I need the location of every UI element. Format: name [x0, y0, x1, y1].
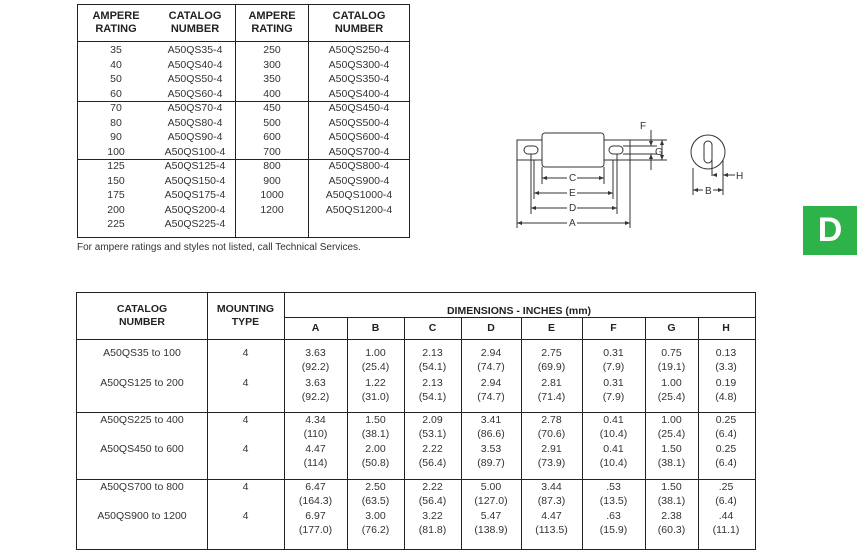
- dim-mm-value: (54.1): [418, 361, 447, 373]
- ampere-rating-cell: 300: [263, 58, 281, 71]
- header-dim-f: F: [610, 322, 617, 334]
- catalog-range-cell: A50QS700 to 800: [100, 481, 184, 493]
- dim-label-h: H: [736, 171, 744, 182]
- dim-mm-value: (15.9): [599, 524, 628, 536]
- dim-inch-value: 3.53: [480, 443, 502, 455]
- ampere-rating-cell: 600: [263, 131, 281, 143]
- dim-mm-value: (164.3): [298, 495, 333, 507]
- dim-mm-value: (31.0): [361, 391, 390, 403]
- dim-mm-value: (177.0): [298, 524, 333, 536]
- header-dim-d: D: [487, 322, 495, 334]
- catalog-range-cell: A50QS125 to 200: [100, 377, 184, 389]
- dim-inch-value: 5.47: [480, 510, 502, 522]
- ampere-rating-cell: 90: [110, 131, 122, 143]
- dim-inch-value: 4.47: [305, 443, 326, 455]
- ampere-table-row: [78, 72, 409, 87]
- ampere-table-row: [78, 174, 409, 189]
- header-ampere-rating-1: AMPERE RATING: [92, 10, 140, 35]
- ampere-table-header: [78, 5, 409, 42]
- header-dim-e: E: [547, 322, 555, 334]
- dim-mm-value: (50.8): [361, 457, 390, 469]
- ampere-rating-cell: 900: [263, 174, 281, 187]
- catalog-number-cell: A50QS60-4: [167, 87, 223, 100]
- header-dim-c: C: [428, 322, 437, 334]
- dim-mm-value: (38.1): [657, 457, 686, 469]
- ampere-table-row: [78, 130, 409, 145]
- catalog-number-cell: A50QS700-4: [328, 145, 390, 158]
- dim-mm-value: (38.1): [361, 428, 390, 440]
- dim-mm-value: (74.7): [477, 361, 505, 373]
- dim-mm-value: (56.4): [418, 457, 447, 469]
- dim-inch-value: 0.13: [715, 347, 737, 359]
- header-dim-h: H: [722, 322, 730, 334]
- dimensions-table: [76, 292, 756, 550]
- catalog-number-cell: A50QS225-4: [164, 218, 226, 230]
- dim-mm-value: (25.4): [657, 428, 686, 440]
- dim-inch-value: 6.97: [305, 510, 326, 522]
- dim-inch-value: 0.25: [715, 443, 737, 455]
- dim-inch-value: 2.13: [422, 347, 443, 359]
- column-divider: [347, 317, 348, 549]
- dim-mm-value: (3.3): [715, 361, 737, 373]
- ampere-rating-cell: 100: [107, 145, 125, 158]
- dim-mm-value: (86.6): [477, 428, 505, 440]
- catalog-number-cell: A50QS100-4: [164, 145, 226, 158]
- dim-label-a: A: [569, 218, 576, 229]
- dim-mm-value: (56.4): [418, 495, 447, 507]
- catalog-number-cell: A50QS150-4: [164, 174, 226, 187]
- ampere-rating-cell: 400: [263, 87, 281, 100]
- catalog-number-cell: A50QS1000-4: [325, 189, 393, 201]
- column-divider: [404, 317, 405, 549]
- dim-mm-value: (138.9): [474, 524, 508, 536]
- catalog-range-cell: A50QS35 to 100: [103, 347, 181, 359]
- dim-inch-value: 2.81: [541, 377, 562, 389]
- dim-mm-value: (89.7): [477, 457, 505, 469]
- dim-inch-value: 3.41: [480, 414, 502, 426]
- dim-mm-value: (4.8): [715, 391, 737, 403]
- catalog-number-cell: A50QS80-4: [167, 116, 223, 129]
- dim-mm-value: (110): [303, 428, 328, 440]
- section-d-tab: D: [803, 206, 857, 255]
- dim-inch-value: 2.22: [422, 481, 443, 493]
- ampere-table-row: [78, 116, 409, 131]
- dim-inch-value: 1.00: [661, 377, 682, 389]
- dim-inch-value: 3.00: [365, 510, 386, 522]
- dim-mm-value: (7.9): [602, 361, 625, 373]
- header-dim-a: A: [311, 322, 320, 334]
- mounting-type-cell: 4: [242, 377, 249, 389]
- ampere-rating-cell: 700: [263, 145, 281, 158]
- ampere-table-row: [78, 101, 409, 116]
- dim-inch-value: 0.31: [603, 347, 624, 359]
- ampere-rating-table: [77, 4, 410, 238]
- dim-label-c: C: [569, 173, 577, 184]
- dim-label-d: D: [569, 203, 577, 214]
- ampere-rating-cell: 50: [110, 73, 122, 85]
- dim-inch-value: 1.22: [365, 377, 386, 389]
- group-divider: [77, 479, 755, 480]
- dim-inch-value: 0.31: [603, 377, 624, 389]
- dim-inch-value: 6.47: [305, 481, 326, 493]
- ampere-rating-cell: 1200: [260, 203, 284, 216]
- dim-mm-value: (10.4): [599, 428, 628, 440]
- ampere-table-row: [78, 203, 409, 218]
- ampere-rating-cell: 225: [107, 218, 125, 230]
- dim-inch-value: .63: [606, 510, 621, 522]
- catalog-number-cell: A50QS125-4: [164, 160, 226, 172]
- catalog-number-cell: A50QS800-4: [328, 160, 390, 172]
- dim-label-f: F: [640, 121, 647, 132]
- dim-inch-value: 2.38: [661, 510, 682, 522]
- dim-label-g: G: [655, 147, 663, 158]
- ampere-rating-cell: 800: [263, 160, 281, 172]
- dim-mm-value: (81.8): [418, 524, 447, 536]
- column-divider: [582, 317, 583, 549]
- ampere-table-row: [78, 217, 409, 232]
- dim-inch-value: 3.44: [541, 481, 562, 493]
- dim-inch-value: 0.41: [603, 414, 624, 426]
- header-ampere-rating-2: AMPERE RATING: [248, 10, 296, 35]
- dim-mm-value: (114): [303, 457, 328, 469]
- dim-inch-value: 2.13: [422, 377, 443, 389]
- ampere-rating-cell: 175: [107, 189, 125, 201]
- ampere-table-row: [78, 145, 409, 160]
- dim-inch-value: 0.41: [603, 443, 624, 455]
- catalog-number-cell: A50QS70-4: [167, 102, 223, 114]
- header-dim-g: G: [667, 322, 676, 334]
- column-divider: [698, 317, 699, 549]
- catalog-range-cell: A50QS225 to 400: [100, 414, 184, 426]
- catalog-number-cell: A50QS200-4: [164, 203, 226, 216]
- right-slot: [609, 146, 623, 154]
- catalog-number-cell: A50QS35-4: [167, 44, 223, 56]
- ampere-rating-cell: 150: [107, 174, 125, 187]
- ampere-rating-cell: 70: [110, 102, 122, 114]
- dim-mm-value: (25.4): [361, 361, 390, 373]
- mounting-type-cell: 4: [242, 481, 249, 493]
- dim-mm-value: (127.0): [474, 495, 508, 507]
- ampere-rating-cell: [236, 217, 308, 232]
- fuse-body: [542, 133, 604, 167]
- dim-mm-value: (74.7): [477, 391, 505, 403]
- dim-mm-value: (53.1): [418, 428, 447, 440]
- ampere-rating-cell: 500: [263, 116, 281, 129]
- mounting-type-cell: 4: [242, 510, 249, 522]
- dim-inch-value: 2.00: [365, 443, 386, 455]
- catalog-range-cell: A50QS450 to 600: [100, 443, 184, 455]
- column-divider: [645, 317, 646, 549]
- catalog-number-cell: A50QS400-4: [328, 87, 390, 100]
- ampere-table-row: [78, 43, 409, 58]
- catalog-number-cell: A50QS50-4: [167, 73, 223, 85]
- column-divider: [521, 317, 522, 549]
- group-divider: [77, 412, 755, 413]
- dim-inch-value: 2.75: [541, 347, 562, 359]
- dim-mm-value: (10.4): [599, 457, 628, 469]
- dim-mm-value: (11.1): [712, 524, 740, 536]
- fuse-dimension-diagram: [505, 112, 755, 232]
- mounting-type-cell: 4: [242, 443, 249, 455]
- dim-inch-value: 0.75: [661, 347, 682, 359]
- dim-mm-value: (87.3): [537, 495, 566, 507]
- left-slot: [524, 146, 538, 154]
- dim-inch-value: 2.22: [422, 443, 443, 455]
- ampere-rating-cell: 250: [263, 44, 281, 56]
- ampere-rating-cell: 450: [263, 102, 281, 114]
- ampere-rating-cell: 125: [107, 160, 125, 172]
- dim-mm-value: (70.6): [537, 428, 566, 440]
- mounting-type-cell: 4: [242, 347, 249, 359]
- technical-services-note: For ampere ratings and styles not listed, call Technical Services.: [77, 242, 361, 253]
- dim-mm-value: (38.1): [657, 495, 686, 507]
- dim-inch-value: 1.00: [661, 414, 682, 426]
- dim-mm-value: (6.4): [715, 457, 737, 469]
- header-bottom-border: [77, 339, 755, 340]
- ampere-rating-cell: 350: [263, 73, 281, 85]
- dim-inch-value: 4.47: [541, 510, 562, 522]
- catalog-number-cell: A50QS300-4: [328, 58, 390, 71]
- dim-mm-value: (7.9): [602, 391, 625, 403]
- dim-mm-value: (63.5): [361, 495, 390, 507]
- catalog-number-cell: A50QS900-4: [328, 174, 390, 187]
- header-dim-b: B: [371, 322, 380, 334]
- header-dimensions-inches: DIMENSIONS - INCHES (mm): [446, 304, 592, 317]
- dim-mm-value: (6.4): [715, 428, 737, 440]
- dim-inch-value: .25: [718, 481, 734, 493]
- dim-mm-value: (25.4): [657, 391, 686, 403]
- dim-inch-value: 2.50: [365, 481, 386, 493]
- catalog-number-cell: A50QS350-4: [328, 73, 390, 85]
- ampere-rating-cell: 200: [107, 203, 125, 216]
- dim-inch-value: 3.63: [305, 377, 326, 389]
- ampere-table-row: [78, 58, 409, 73]
- dim-inch-value: 1.50: [365, 414, 386, 426]
- ampere-rating-cell: 35: [110, 44, 122, 56]
- column-divider: [461, 317, 462, 549]
- dim-inch-value: 0.25: [715, 414, 737, 426]
- dim-inch-value: 2.78: [541, 414, 562, 426]
- ampere-rating-cell: 40: [110, 58, 122, 71]
- dim-mm-value: (76.2): [361, 524, 390, 536]
- dim-inch-value: .53: [606, 481, 621, 493]
- catalog-number-cell: A50QS600-4: [328, 131, 390, 143]
- dim-mm-value: (19.1): [657, 361, 686, 373]
- dim-inch-value: 2.94: [480, 347, 502, 359]
- catalog-number-cell: A50QS450-4: [328, 102, 390, 114]
- dim-inch-value: 1.50: [661, 443, 682, 455]
- mounting-type-cell: 4: [242, 414, 249, 426]
- catalog-number-cell: [309, 217, 409, 232]
- dim-mm-value: (113.5): [535, 524, 568, 536]
- ampere-rating-cell: 60: [110, 87, 122, 100]
- dim-mm-value: (92.2): [301, 361, 330, 373]
- catalog-number-cell: A50QS175-4: [164, 189, 226, 201]
- dim-inch-value: 5.00: [480, 481, 502, 493]
- ampere-rating-cell: 80: [110, 116, 122, 129]
- dim-label-b: B: [705, 186, 712, 197]
- catalog-number-cell: A50QS250-4: [328, 44, 390, 56]
- dim-inch-value: 3.22: [422, 510, 443, 522]
- header-catalog-number-1: CATALOG NUMBER: [168, 10, 222, 35]
- catalog-number-cell: A50QS500-4: [328, 116, 390, 129]
- header-mounting-type: MOUNTING TYPE: [216, 303, 275, 328]
- catalog-range-cell: A50QS900 to 1200: [97, 510, 187, 522]
- dim-inch-value: 2.09: [422, 414, 443, 426]
- dim-mm-value: (73.9): [537, 457, 566, 469]
- ampere-table-row: [78, 87, 409, 102]
- dim-inch-value: 4.34: [305, 414, 326, 426]
- ampere-table-row: [78, 188, 409, 203]
- dim-mm-value: (60.3): [657, 524, 686, 536]
- dim-inch-value: 2.91: [541, 443, 562, 455]
- dim-label-e: E: [569, 188, 576, 199]
- dim-inch-value: 0.19: [715, 377, 737, 389]
- dim-inch-value: 1.50: [661, 481, 682, 493]
- dim-mm-value: (71.4): [537, 391, 566, 403]
- dim-inch-value: 3.63: [305, 347, 326, 359]
- dim-inch-value: 1.00: [365, 347, 386, 359]
- catalog-number-cell: A50QS90-4: [167, 131, 223, 143]
- dim-mm-value: (13.5): [599, 495, 628, 507]
- dim-mm-value: (69.9): [537, 361, 566, 373]
- dim-mm-value: (54.1): [418, 391, 447, 403]
- dim-mm-value: (6.4): [715, 495, 737, 507]
- catalog-number-cell: A50QS40-4: [167, 58, 223, 71]
- ampere-rating-cell: 1000: [260, 189, 284, 201]
- dim-inch-value: .44: [718, 510, 734, 522]
- header-catalog-number: CATALOG NUMBER: [116, 303, 168, 328]
- catalog-number-cell: A50QS1200-4: [325, 203, 393, 216]
- header-catalog-number-2: CATALOG NUMBER: [332, 10, 386, 35]
- dim-inch-value: 2.94: [480, 377, 502, 389]
- dim-mm-value: (92.2): [301, 391, 330, 403]
- ampere-table-row: [78, 159, 409, 174]
